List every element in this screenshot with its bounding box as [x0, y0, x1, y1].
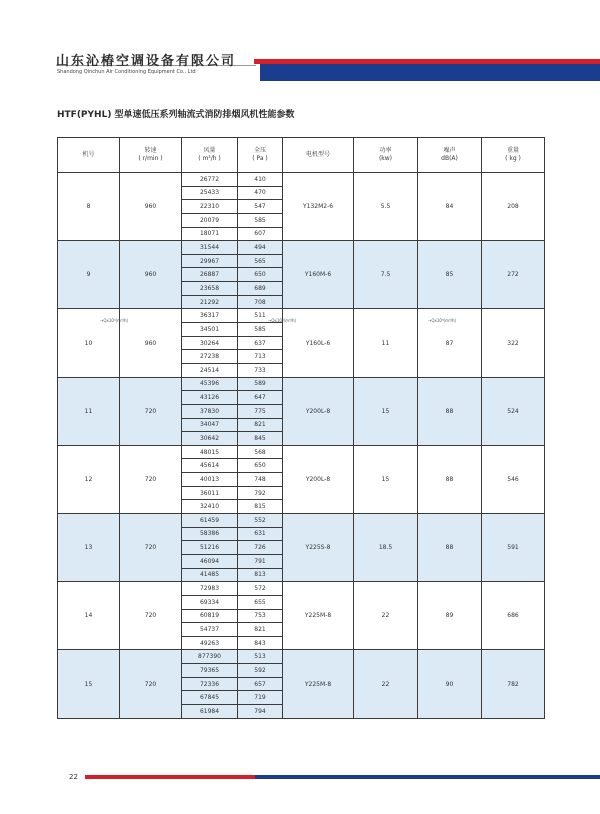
flow-cell: 20079 — [182, 213, 238, 227]
pressure-cell: 719 — [238, 691, 283, 705]
model-no-cell: 14 — [58, 582, 120, 650]
pressure-cell: 650 — [238, 268, 283, 282]
flow-cell: 43126 — [182, 391, 238, 405]
col-header-power — [354, 138, 418, 173]
flow-cell: 877390 — [182, 650, 238, 664]
pressure-cell: 568 — [238, 445, 283, 459]
pressure-cell: 792 — [238, 486, 283, 500]
header-text-line: ( r/min ) — [138, 155, 163, 162]
flow-cell: 45396 — [182, 377, 238, 391]
table-row — [58, 514, 545, 528]
pressure-cell: 565 — [238, 254, 283, 268]
pressure-cell: 733 — [238, 363, 283, 377]
header-text-line: 转速 — [144, 147, 157, 154]
flow-cell: 32410 — [182, 500, 238, 514]
col-header-flow — [182, 138, 238, 173]
table-header-row — [58, 138, 545, 173]
header-text-line: 功率 — [379, 147, 392, 154]
pressure-cell: 410 — [238, 173, 283, 187]
header-text-line: dB(A) — [441, 155, 458, 162]
header-text-line: 全压 — [253, 147, 266, 154]
speed-cell: 720 — [120, 582, 182, 650]
power-cell: 5.5 — [354, 173, 418, 241]
model-no-cell: 11 — [58, 377, 120, 445]
model-no-cell: 8 — [58, 173, 120, 241]
flow-cell: 48015 — [182, 445, 238, 459]
weight-cell: 591 — [482, 514, 545, 582]
flow-cell: 51216 — [182, 541, 238, 555]
flow-cell: 72336 — [182, 677, 238, 691]
table-row — [58, 582, 545, 596]
col-header-pressure — [238, 138, 283, 173]
flow-cell: 61459 — [182, 514, 238, 528]
pressure-cell: 494 — [238, 241, 283, 255]
header-blue-band — [260, 64, 600, 81]
speed-cell: 960 →Qx10³(m³/h) — [120, 309, 182, 377]
pressure-cell: 470 — [238, 186, 283, 200]
power-cell: 11 — [354, 309, 418, 377]
model-no-cell: 9 — [58, 241, 120, 309]
flow-cell: 30642 — [182, 432, 238, 446]
motor-cell: Y132M2-6 — [283, 173, 354, 241]
speed-cell: 720 — [120, 514, 182, 582]
footer-red-band — [85, 775, 255, 779]
pressure-cell: 585 — [238, 213, 283, 227]
header-text-line: (kw) — [378, 155, 393, 162]
flow-cell: 60819 — [182, 609, 238, 623]
noise-cell: 90 — [418, 650, 482, 718]
table-row — [58, 309, 545, 323]
flow-cell: 27238 — [182, 350, 238, 364]
table-row — [58, 377, 545, 391]
pressure-cell: 647 — [238, 391, 283, 405]
noise-cell: 88 — [418, 377, 482, 445]
pressure-cell: 813 — [238, 568, 283, 582]
pressure-cell: 572 — [238, 582, 283, 596]
flow-cell: 29967 — [182, 254, 238, 268]
pressure-cell: 650 — [238, 459, 283, 473]
pressure-cell: 511 — [238, 309, 283, 323]
flow-cell: 18071 — [182, 227, 238, 241]
pressure-cell: 791 — [238, 554, 283, 568]
speed-cell: 960 — [120, 173, 182, 241]
flow-cell: 34047 — [182, 418, 238, 432]
pressure-cell: 655 — [238, 595, 283, 609]
table-row — [58, 445, 545, 459]
flow-cell: 36317 — [182, 309, 238, 323]
flow-cell: 22310 — [182, 200, 238, 214]
noise-cell: 88 — [418, 445, 482, 513]
motor-cell: Y200L-8 — [283, 445, 354, 513]
noise-cell: 88 — [418, 514, 482, 582]
power-cell: 15 — [354, 445, 418, 513]
col-header-speed — [120, 138, 182, 173]
power-cell: 22 — [354, 582, 418, 650]
power-cell: 15 — [354, 377, 418, 445]
pressure-cell: 689 — [238, 282, 283, 296]
weight-cell: 272 — [482, 241, 545, 309]
flow-cell: 25433 — [182, 186, 238, 200]
flow-cell: 49263 — [182, 636, 238, 650]
pressure-cell: 607 — [238, 227, 283, 241]
weight-cell: 686 — [482, 582, 545, 650]
table-row — [58, 241, 545, 255]
flow-cell: 67845 — [182, 691, 238, 705]
col-header-weight — [482, 138, 545, 173]
company-name-cn: 山东沁椿空调设备有限公司 — [56, 54, 237, 69]
flow-cell: 26772 — [182, 173, 238, 187]
flow-cell: 61984 — [182, 704, 238, 718]
speed-cell: 720 — [120, 445, 182, 513]
pressure-cell: 585 — [238, 323, 283, 337]
flow-unit-note: →Qx10³(m³/h) — [100, 318, 129, 324]
motor-cell: Y200L-8 — [283, 377, 354, 445]
noise-cell: 84 — [418, 173, 482, 241]
pressure-cell: 843 — [238, 636, 283, 650]
header-text-line: ( kg ) — [505, 155, 521, 162]
weight-cell: 782 — [482, 650, 545, 718]
flow-cell: 45614 — [182, 459, 238, 473]
motor-cell: Y160L-6 →Qx10³(m³/h) — [283, 309, 354, 377]
pressure-cell: 637 — [238, 336, 283, 350]
speed-cell: 720 — [120, 650, 182, 718]
noise-cell: 85 — [418, 241, 482, 309]
flow-cell: 58386 — [182, 527, 238, 541]
flow-cell: 34501 — [182, 323, 238, 337]
pressure-cell: 775 — [238, 404, 283, 418]
flow-cell: 79365 — [182, 664, 238, 678]
flow-cell: 23658 — [182, 282, 238, 296]
footer-blue-band — [255, 775, 600, 779]
header-text-line: 重量 — [506, 147, 519, 154]
flow-cell: 24514 — [182, 363, 238, 377]
flow-unit-note: →Qx10³(m³/h) — [268, 318, 297, 324]
flow-cell: 30264 — [182, 336, 238, 350]
noise-cell: 87 →Qx10³(m³/h) — [418, 309, 482, 377]
motor-cell: Y225S-8 — [283, 514, 354, 582]
pressure-cell: 547 — [238, 200, 283, 214]
pressure-cell: 794 — [238, 704, 283, 718]
pressure-cell: 748 — [238, 473, 283, 487]
header-text-line: 风量 — [203, 147, 216, 154]
pressure-cell: 552 — [238, 514, 283, 528]
header-text-line: ( m³/h ) — [198, 155, 221, 162]
header-text-line: 机号 — [82, 151, 95, 158]
pressure-cell: 592 — [238, 664, 283, 678]
table-row — [58, 650, 545, 664]
pressure-cell: 821 — [238, 623, 283, 637]
power-cell: 22 — [354, 650, 418, 718]
pressure-cell: 713 — [238, 350, 283, 364]
flow-cell: 36011 — [182, 486, 238, 500]
motor-cell: Y225M-8 — [283, 650, 354, 718]
pressure-cell: 821 — [238, 418, 283, 432]
pressure-cell: 845 — [238, 432, 283, 446]
flow-cell: 31544 — [182, 241, 238, 255]
table-row — [58, 173, 545, 187]
pressure-cell: 513 — [238, 650, 283, 664]
flow-cell: 54737 — [182, 623, 238, 637]
col-header-noise — [418, 138, 482, 173]
flow-cell: 21292 — [182, 295, 238, 309]
speed-cell: 960 — [120, 241, 182, 309]
pressure-cell: 815 — [238, 500, 283, 514]
weight-cell: 208 — [482, 173, 545, 241]
weight-cell: 524 — [482, 377, 545, 445]
model-no-cell: 10 — [58, 309, 120, 377]
weight-cell: 546 — [482, 445, 545, 513]
company-name-en: Shandong Qinchun Air Conditioning Equipment Co., Ltd — [57, 69, 196, 75]
model-no-cell: 15 — [58, 650, 120, 718]
pressure-cell: 726 — [238, 541, 283, 555]
header-text-line: ( Pa ) — [252, 155, 268, 162]
page-number: 22 — [69, 773, 78, 781]
flow-cell: 41485 — [182, 568, 238, 582]
pressure-cell: 753 — [238, 609, 283, 623]
power-cell: 7.5 — [354, 241, 418, 309]
noise-cell: 89 — [418, 582, 482, 650]
flow-unit-note: →Qx10³(m³/h) — [428, 318, 457, 324]
col-header-motor — [283, 138, 354, 173]
pressure-cell: 657 — [238, 677, 283, 691]
header-text-line: 电机型号 — [305, 151, 330, 158]
flow-cell: 72983 — [182, 582, 238, 596]
flow-cell: 37830 — [182, 404, 238, 418]
power-cell: 18.5 — [354, 514, 418, 582]
model-no-cell: 12 — [58, 445, 120, 513]
motor-cell: Y225M-8 — [283, 582, 354, 650]
speed-cell: 720 — [120, 377, 182, 445]
col-header-model-no — [58, 138, 120, 173]
flow-cell: 40013 — [182, 473, 238, 487]
pressure-cell: 708 — [238, 295, 283, 309]
header-text-line: 噪声 — [443, 147, 456, 154]
flow-cell: 69334 — [182, 595, 238, 609]
weight-cell: 322 — [482, 309, 545, 377]
performance-table — [57, 137, 545, 719]
pressure-cell: 631 — [238, 527, 283, 541]
flow-cell: 26887 — [182, 268, 238, 282]
model-no-cell: 13 — [58, 514, 120, 582]
page-title: HTF(PYHL) 型单速低压系列轴流式消防排烟风机性能参数 — [57, 110, 295, 120]
flow-cell: 46094 — [182, 554, 238, 568]
motor-cell: Y160M-6 — [283, 241, 354, 309]
pressure-cell: 589 — [238, 377, 283, 391]
table-body — [58, 173, 545, 719]
